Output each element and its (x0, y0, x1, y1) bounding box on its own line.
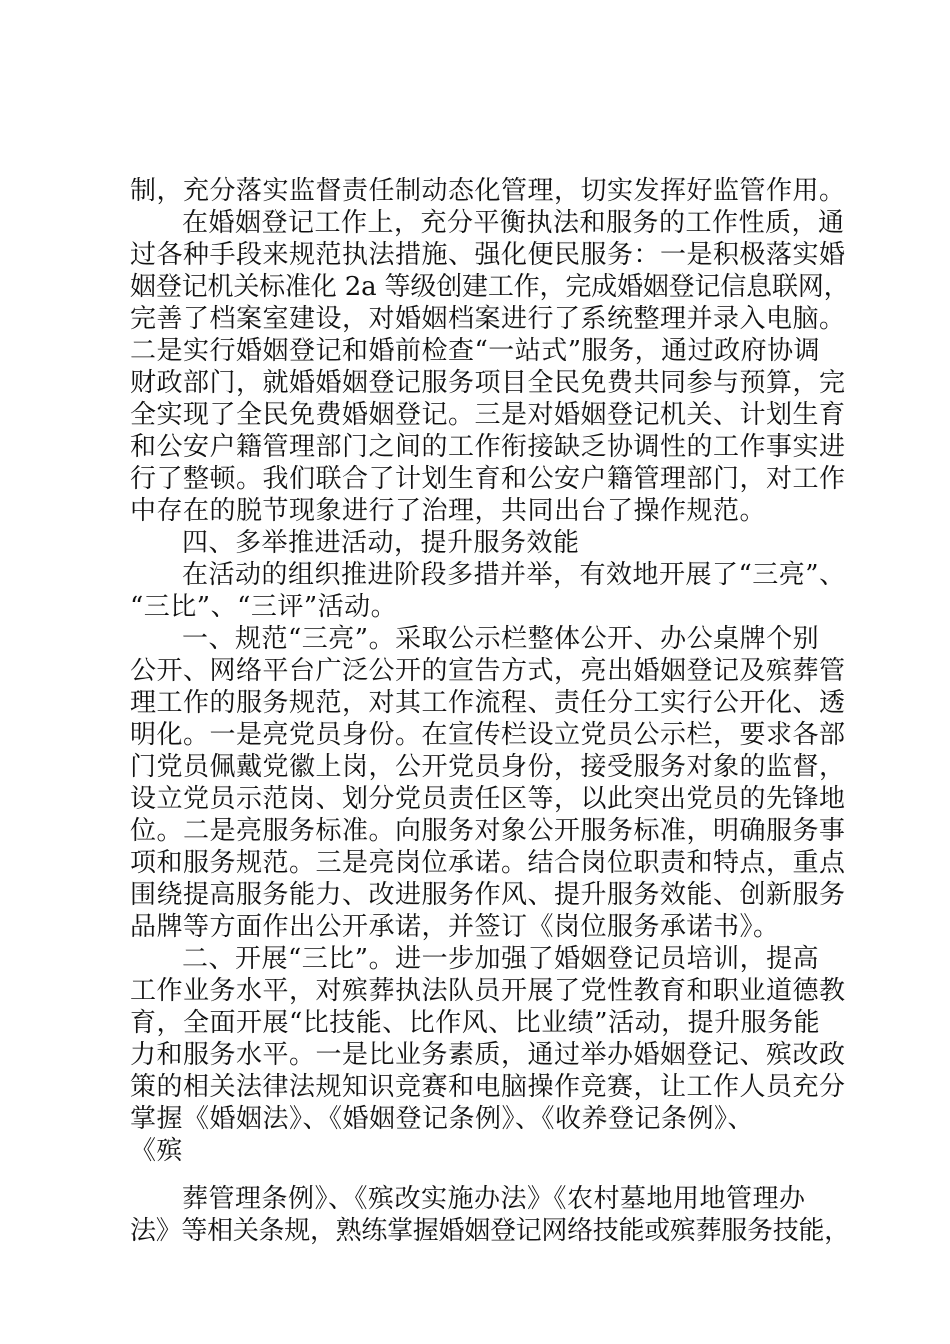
section-heading: 四、多举推进活动，提升服务效能 (182, 528, 580, 558)
text-line: 过各种手段来规范执法措施、强化便民服务：一是积极落实婚 (130, 240, 846, 270)
text-line: “三比”、“三评”活动。 (130, 592, 398, 622)
text-line: 策的相关法律法规知识竞赛和电脑操作竞赛，让工作人员充分 (130, 1072, 846, 1102)
text-line: 品牌等方面作出公开承诺，并签订《岗位服务承诺书》。 (130, 912, 780, 942)
text-line: 围绕提高服务能力、改进服务作风、提升服务效能、创新服务 (130, 880, 846, 910)
text-line: 在活动的组织推进阶段多措并举，有效地开展了“三亮”、 (182, 560, 846, 590)
text-line: 葬管理条例》、《殡改实施办法》《农村墓地用地管理办 (182, 1184, 806, 1214)
text-line: 《殡 (130, 1136, 184, 1166)
text-line: 一、规范“三亮”。采取公示栏整体公开、办公桌牌个别 (182, 624, 820, 654)
text-line: 中存在的脱节现象进行了治理，共同出台了操作规范。 (130, 496, 767, 526)
text-line: 育，全面开展“比技能、比作风、比业绩”活动，提升服务能 (130, 1008, 821, 1038)
text-line: 设立党员示范岗、划分党员责任区等，以此突出党员的先锋地 (130, 784, 846, 814)
text-line: 公开、网络平台广泛公开的宣告方式，亮出婚姻登记及殡葬管 (130, 656, 846, 686)
text-line: 门党员佩戴党徽上岗，公开党员身份，接受服务对象的监督， (130, 752, 846, 782)
text-line: 完善了档案室建设，对婚姻档案进行了系统整理并录入电脑。 (130, 304, 846, 334)
text-line: 在婚姻登记工作上，充分平衡执法和服务的工作性质，通 (182, 208, 845, 238)
text-line: 二是实行婚姻登记和婚前检查“一站式”服务，通过政府协调 (130, 336, 821, 366)
text-line: 二、开展“三比”。进一步加强了婚姻登记员培训，提高 (182, 944, 820, 974)
text-line: 财政部门，就婚婚姻登记服务项目全民免费共同参与预算，完 (130, 368, 846, 398)
text-line: 项和服务规范。三是亮岗位承诺。结合岗位职责和特点，重点 (130, 848, 846, 878)
text-line: 工作业务水平，对殡葬执法队员开展了党性教育和职业道德教 (130, 976, 846, 1006)
text-line: 理工作的服务规范，对其工作流程、责任分工实行公开化、透 (130, 688, 846, 718)
text-line: 全实现了全民免费婚姻登记。三是对婚姻登记机关、计划生育 (130, 400, 846, 430)
text-line: 力和服务水平。一是比业务素质，通过举办婚姻登记、殡改政 (130, 1040, 846, 1070)
text-line: 行了整顿。我们联合了计划生育和公安户籍管理部门，对工作 (130, 464, 846, 494)
text-line: 掌握《婚姻法》、《婚姻登记条例》、《收养登记条例》、 (130, 1104, 755, 1134)
text-line: 姻登记机关标准化 2a 等级创建工作，完成婚姻登记信息联网， (130, 272, 850, 302)
text-line: 明化。一是亮党员身份。在宣传栏设立党员公示栏，要求各部 (130, 720, 846, 750)
text-line: 制，充分落实监督责任制动态化管理，切实发挥好监管作用。 (130, 176, 846, 206)
text-line: 法》等相关条规，熟练掌握婚姻登记网络技能或殡葬服务技能， (130, 1216, 850, 1246)
text-line: 位。二是亮服务标准。向服务对象公开服务标准，明确服务事 (130, 816, 846, 846)
text-line: 和公安户籍管理部门之间的工作衔接缺乏协调性的工作事实进 (130, 432, 846, 462)
